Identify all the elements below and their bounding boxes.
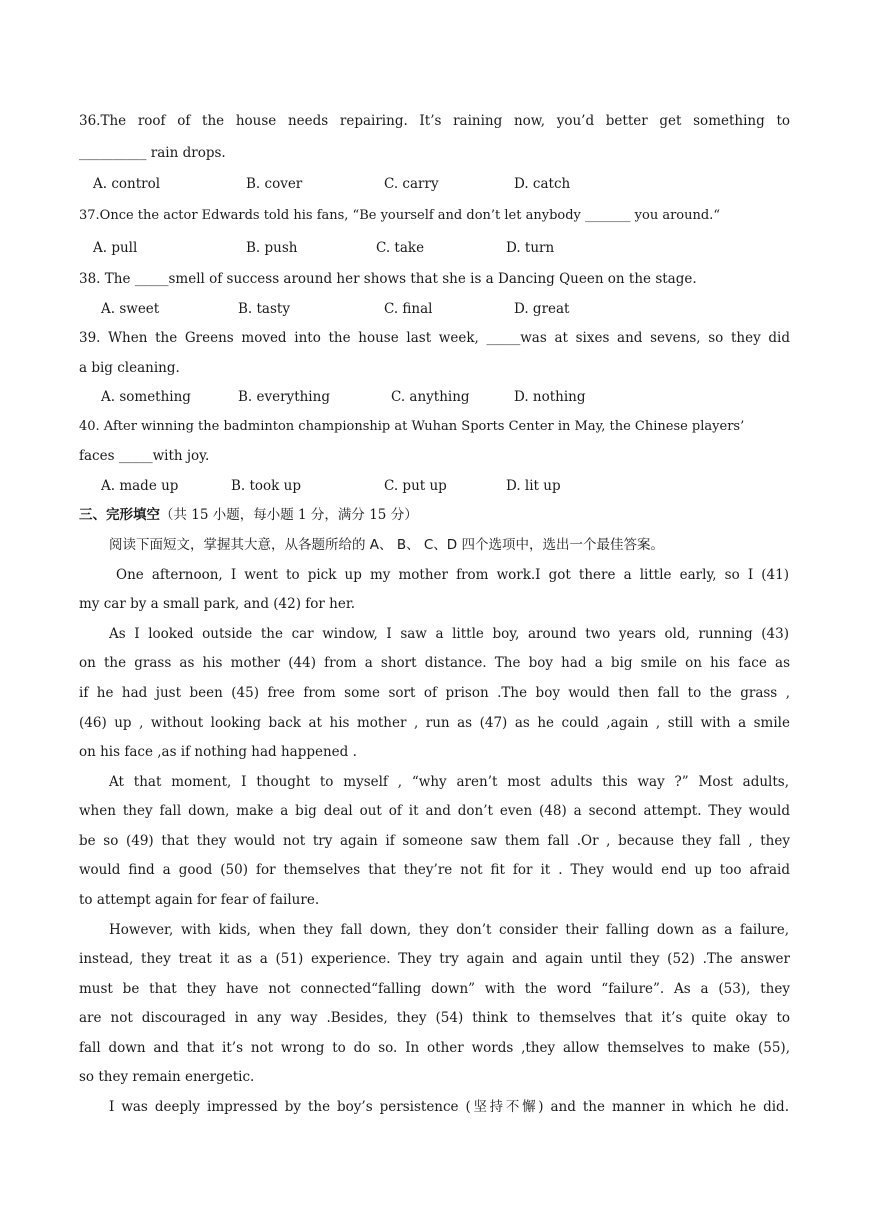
question-37-line-1: 37.Once the actor Edwards told his fans, “Be yourself and don’t let anybody _______ you around.“: [79, 208, 720, 223]
passage-line: One afternoon, I went to pick up my mother from work.I got there a little early, so I (41): [116, 567, 789, 583]
passage-line: would find a good (50) for themselves that they’re not fit for it . They would end up too afraid: [79, 862, 790, 878]
question-39-option-c: C. anything: [391, 389, 470, 405]
passage-line: to attempt again for fear of failure.: [79, 892, 320, 908]
question-37-option-b: B. push: [246, 240, 298, 256]
passage-line: if he had just been (45) free from some sort of prison .The boy would then fall to the grass ,: [79, 685, 790, 701]
question-38-option-c: C. final: [384, 301, 433, 317]
passage-line: (46) up , without looking back at his mother , run as (47) as he could ,again , still with a smile: [79, 715, 790, 731]
passage-line: so they remain energetic.: [79, 1069, 255, 1085]
question-39-line-2: a big cleaning.: [79, 360, 180, 376]
passage-line: However, with kids, when they fall down, they don’t consider their falling down as a failure,: [109, 922, 789, 938]
question-38-line-1: 38. The _____smell of success around her shows that she is a Dancing Queen on the stage.: [79, 271, 697, 287]
question-36-option-b: B. cover: [246, 176, 303, 192]
question-36-option-a: A. control: [93, 176, 161, 192]
question-40-option-a: A. made up: [101, 478, 179, 494]
passage-line: be so (49) that they would not try again if someone saw them fall .Or , because they fall , they: [79, 833, 790, 849]
question-38-option-d: D. great: [514, 301, 570, 317]
question-40-line-2: faces _____with joy.: [79, 448, 210, 464]
question-39-option-a: A. something: [101, 389, 191, 405]
question-40-option-c: C. put up: [384, 478, 447, 494]
question-39-line-1: 39. When the Greens moved into the house last week, _____was at sixes and sevens, so they did: [79, 330, 790, 346]
question-40-line-1: 40. After winning the badminton championship at Wuhan Sports Center in May, the Chinese players’: [79, 419, 745, 434]
question-37-option-d: D. turn: [506, 240, 555, 256]
question-36-option-d: D. catch: [514, 176, 571, 192]
passage-line: when they fall down, make a big deal out of it and don’t even (48) a second attempt. They would: [79, 803, 790, 819]
passage-line: At that moment, I thought to myself , “why aren’t most adults this way ?” Most adults,: [109, 774, 789, 790]
question-38-option-b: B. tasty: [238, 301, 290, 317]
passage-line: on the grass as his mother (44) from a short distance. The boy had a big smile on his face as: [79, 655, 790, 671]
passage-line: my car by a small park, and (42) for her.: [79, 596, 356, 612]
passage-line: must be that they have not connected“falling down” with the word “failure”. As a (53), they: [79, 981, 790, 997]
question-39-option-b: B. everything: [238, 389, 330, 405]
question-36-line-1: 36.The roof of the house needs repairing. It’s raining now, you’d better get something to: [79, 113, 790, 129]
question-37-option-a: A. pull: [93, 240, 138, 256]
passage-line: As I looked outside the car window, I saw a little boy, around two years old, running (43): [109, 626, 789, 642]
passage-line: are not discouraged in any way .Besides, they (54) think to themselves that it’s quite okay to: [79, 1010, 790, 1026]
passage-line: on his face ,as if nothing had happened .: [79, 744, 357, 760]
passage-line: fall down and that it’s not wrong to do so. In other words ,they allow themselves to make (55),: [79, 1040, 790, 1056]
section-instruction: 阅读下面短文，掌握其大意，从各题所给的 A、 B、 C、D 四个选项中，选出一个最佳答案。: [109, 537, 664, 553]
passage-line: I was deeply impressed by the boy’s persistence (坚持不懈) and the manner in which he did.: [109, 1099, 789, 1115]
section-title: 三、完形填空: [79, 507, 160, 523]
passage-line: instead, they treat it as a (51) experience. They try again and again until they (52) .The answer: [79, 951, 790, 967]
question-36-option-c: C. carry: [384, 176, 439, 192]
question-37-option-c: C. take: [376, 240, 425, 256]
section-heading: [79, 506, 790, 524]
question-39-option-d: D. nothing: [514, 389, 586, 405]
question-36-line-2: __________ rain drops.: [79, 145, 226, 161]
question-38-option-a: A. sweet: [101, 301, 160, 317]
question-40-option-d: D. lit up: [506, 478, 561, 494]
question-40-option-b: B. took up: [231, 478, 301, 494]
section-note: （共 15 小题，每小题 1 分，满分 15 分）: [160, 507, 418, 523]
